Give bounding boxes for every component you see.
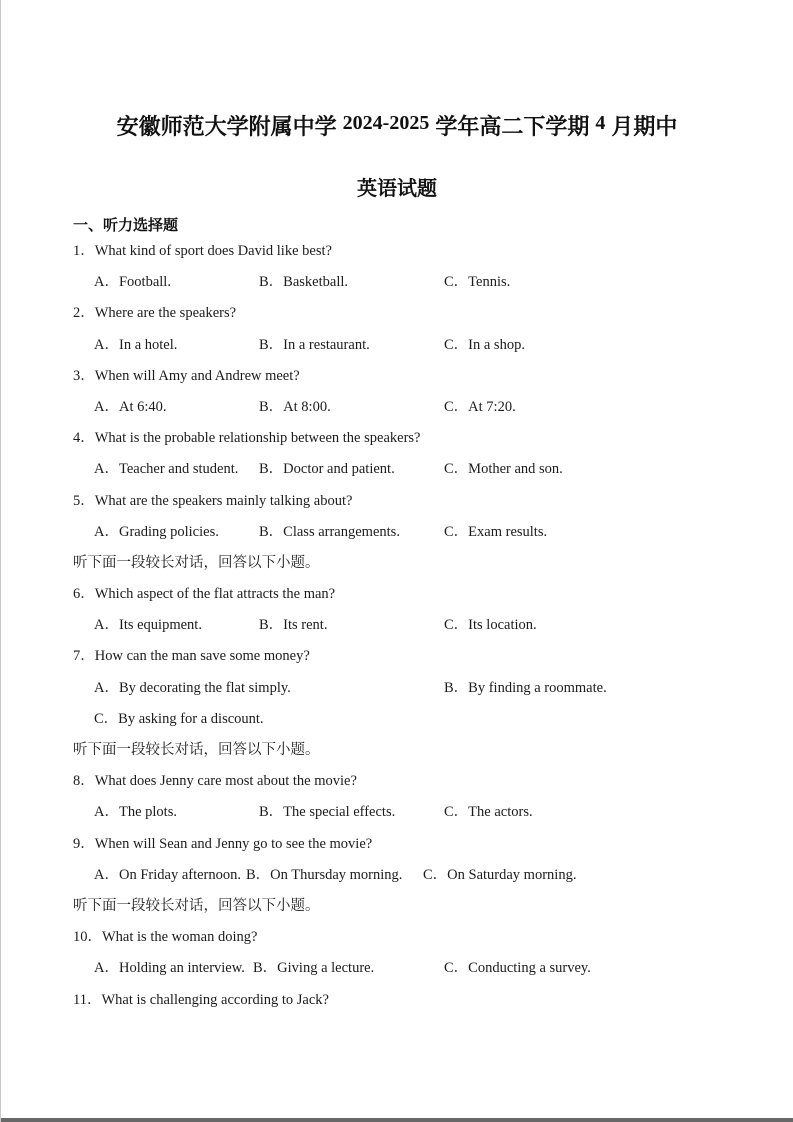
question-text: What is challenging according to Jack? bbox=[101, 991, 329, 1008]
option-text: Its location. bbox=[468, 617, 537, 634]
option-c bbox=[423, 860, 576, 891]
option-letter: B． bbox=[259, 274, 284, 291]
question-6 bbox=[73, 579, 723, 610]
option-letter: C． bbox=[444, 336, 469, 353]
option-a bbox=[94, 610, 202, 641]
option-a bbox=[94, 673, 291, 704]
question-text: Which aspect of the flat attracts the man? bbox=[94, 586, 336, 603]
option-letter: A． bbox=[94, 617, 119, 634]
question-1 bbox=[73, 236, 723, 267]
question-number: 3． bbox=[73, 367, 95, 384]
question-text: What is the probable relationship between the speakers? bbox=[94, 430, 421, 447]
option-b bbox=[259, 267, 348, 298]
option-b bbox=[259, 392, 331, 423]
option-letter: B． bbox=[259, 398, 284, 415]
option-text: Conducting a survey. bbox=[468, 960, 591, 977]
option-letter: B． bbox=[246, 866, 271, 883]
option-a bbox=[94, 797, 177, 828]
option-c bbox=[444, 392, 516, 423]
option-c bbox=[444, 517, 547, 548]
question-1-options bbox=[73, 267, 723, 298]
question-4 bbox=[73, 423, 723, 454]
option-letter: A． bbox=[94, 679, 119, 696]
question-8 bbox=[73, 766, 723, 797]
option-letter: C． bbox=[444, 960, 469, 977]
option-c bbox=[444, 454, 563, 485]
option-text: In a hotel. bbox=[118, 336, 178, 353]
option-letter: A． bbox=[94, 804, 119, 821]
option-a bbox=[94, 330, 177, 361]
option-text: By finding a roommate. bbox=[468, 679, 607, 696]
option-text: By decorating the flat simply. bbox=[118, 679, 291, 696]
option-text: Mother and son. bbox=[468, 461, 563, 478]
question-text: What are the speakers mainly talking about? bbox=[94, 492, 353, 509]
option-letter: C． bbox=[444, 461, 469, 478]
option-letter: C． bbox=[423, 866, 448, 883]
option-letter: C． bbox=[94, 710, 119, 727]
question-2 bbox=[73, 298, 723, 329]
option-text: The plots. bbox=[118, 804, 177, 821]
question-3-options bbox=[73, 392, 723, 423]
option-letter: A． bbox=[94, 274, 119, 291]
title-month: 4 bbox=[595, 112, 606, 134]
option-text: Exam results. bbox=[468, 523, 548, 540]
option-letter: C． bbox=[444, 398, 469, 415]
listening-instruction: 听下面一段较长对话，回答以下小题。 bbox=[73, 742, 320, 758]
option-text: Its rent. bbox=[283, 617, 328, 634]
question-number: 8． bbox=[73, 773, 95, 790]
question-text: When will Sean and Jenny go to see the movie? bbox=[94, 835, 373, 852]
question-text: What kind of sport does David like best? bbox=[94, 243, 332, 259]
option-text: Its equipment. bbox=[118, 617, 202, 634]
question-number: 5． bbox=[73, 492, 95, 509]
option-text: Doctor and patient. bbox=[283, 461, 395, 478]
option-b bbox=[253, 953, 374, 984]
section-heading: 一、听力选择题 bbox=[73, 218, 179, 234]
question-9-options bbox=[73, 860, 723, 891]
question-7 bbox=[73, 641, 723, 672]
option-b bbox=[259, 797, 395, 828]
option-text: On Friday afternoon. bbox=[118, 866, 241, 883]
option-text: By asking for a discount. bbox=[118, 710, 264, 727]
question-number: 2． bbox=[73, 305, 95, 322]
option-text: Grading policies. bbox=[118, 523, 219, 540]
option-letter: B． bbox=[259, 461, 284, 478]
option-a bbox=[94, 517, 219, 548]
question-text: What is the woman doing? bbox=[102, 929, 258, 946]
option-b bbox=[259, 330, 370, 361]
title-year: 2024-2025 bbox=[342, 112, 430, 134]
option-letter: C． bbox=[444, 523, 469, 540]
option-text: Giving a lecture. bbox=[277, 960, 375, 977]
option-letter: C． bbox=[444, 617, 469, 634]
option-letter: B． bbox=[259, 336, 284, 353]
question-7-options-row-2 bbox=[73, 704, 723, 735]
option-c bbox=[444, 953, 591, 984]
option-letter: C． bbox=[444, 274, 469, 291]
question-8-options bbox=[73, 797, 723, 828]
question-2-options bbox=[73, 330, 723, 361]
option-letter: C． bbox=[444, 804, 469, 821]
option-text: In a shop. bbox=[468, 336, 525, 353]
option-letter: B． bbox=[259, 804, 284, 821]
option-c bbox=[444, 267, 510, 298]
option-text: At 7:20. bbox=[468, 398, 516, 415]
option-c bbox=[94, 704, 264, 735]
question-text: How can the man save some money? bbox=[94, 648, 310, 665]
option-letter: A． bbox=[94, 336, 119, 353]
option-letter: A． bbox=[94, 461, 119, 478]
option-text: At 8:00. bbox=[283, 398, 331, 415]
option-b bbox=[259, 454, 395, 485]
option-letter: A． bbox=[94, 398, 119, 415]
option-letter: B． bbox=[259, 617, 284, 634]
question-number: 9． bbox=[73, 835, 95, 852]
page-bottom-edge bbox=[1, 1118, 793, 1122]
option-text: At 6:40. bbox=[118, 398, 167, 415]
question-number: 10． bbox=[73, 929, 102, 946]
question-text: Where are the speakers? bbox=[94, 305, 237, 322]
question-10-options bbox=[73, 953, 723, 984]
option-a bbox=[94, 454, 238, 485]
option-letter: B． bbox=[259, 523, 284, 540]
listening-instruction: 听下面一段较长对话，回答以下小题。 bbox=[73, 554, 320, 571]
option-letter: A． bbox=[94, 523, 119, 540]
option-text: On Saturday morning. bbox=[447, 866, 577, 883]
option-letter: B． bbox=[253, 960, 278, 977]
question-10 bbox=[73, 922, 723, 953]
question-number: 6． bbox=[73, 586, 95, 603]
question-7-options-row-1 bbox=[73, 673, 723, 704]
option-b bbox=[444, 673, 607, 704]
question-number: 7． bbox=[73, 648, 95, 665]
option-c bbox=[444, 797, 533, 828]
option-a bbox=[94, 860, 241, 891]
question-5 bbox=[73, 486, 723, 517]
subject-title: 英语试题 bbox=[357, 178, 437, 200]
option-letter: A． bbox=[94, 960, 119, 977]
option-text: Tennis. bbox=[468, 274, 511, 291]
question-number: 1． bbox=[73, 243, 95, 259]
question-number: 4． bbox=[73, 430, 95, 447]
option-a bbox=[94, 392, 167, 423]
option-text: Teacher and student. bbox=[118, 461, 239, 478]
option-text: Class arrangements. bbox=[283, 523, 400, 540]
option-text: On Thursday morning. bbox=[270, 866, 403, 883]
option-b bbox=[259, 517, 400, 548]
question-text: When will Amy and Andrew meet? bbox=[94, 367, 300, 384]
option-text: The special effects. bbox=[283, 804, 396, 821]
option-letter: A． bbox=[94, 866, 119, 883]
option-text: In a restaurant. bbox=[283, 336, 370, 353]
question-3 bbox=[73, 361, 723, 392]
question-4-options bbox=[73, 454, 723, 485]
option-a bbox=[94, 267, 171, 298]
option-text: The actors. bbox=[468, 804, 533, 821]
option-b bbox=[246, 860, 402, 891]
option-text: Holding an interview. bbox=[118, 960, 245, 977]
title-term: 学年高二下学期 bbox=[435, 114, 590, 139]
option-text: Football. bbox=[118, 274, 171, 291]
question-11 bbox=[73, 985, 723, 1016]
question-list bbox=[73, 236, 723, 1016]
question-6-options bbox=[73, 610, 723, 641]
question-5-options bbox=[73, 517, 723, 548]
title-exam: 月期中 bbox=[611, 114, 678, 139]
option-b bbox=[259, 610, 327, 641]
page-title bbox=[1, 110, 793, 141]
option-text: Basketball. bbox=[283, 274, 349, 291]
listening-instruction: 听下面一段较长对话，回答以下小题。 bbox=[73, 897, 320, 914]
option-letter: B． bbox=[444, 679, 469, 696]
option-c bbox=[444, 330, 525, 361]
question-number: 11． bbox=[73, 991, 102, 1008]
option-a bbox=[94, 953, 245, 984]
question-9 bbox=[73, 829, 723, 860]
question-text: What does Jenny care most about the movie? bbox=[94, 773, 357, 790]
option-c bbox=[444, 610, 537, 641]
title-school: 安徽师范大学附属中学 bbox=[116, 114, 337, 139]
